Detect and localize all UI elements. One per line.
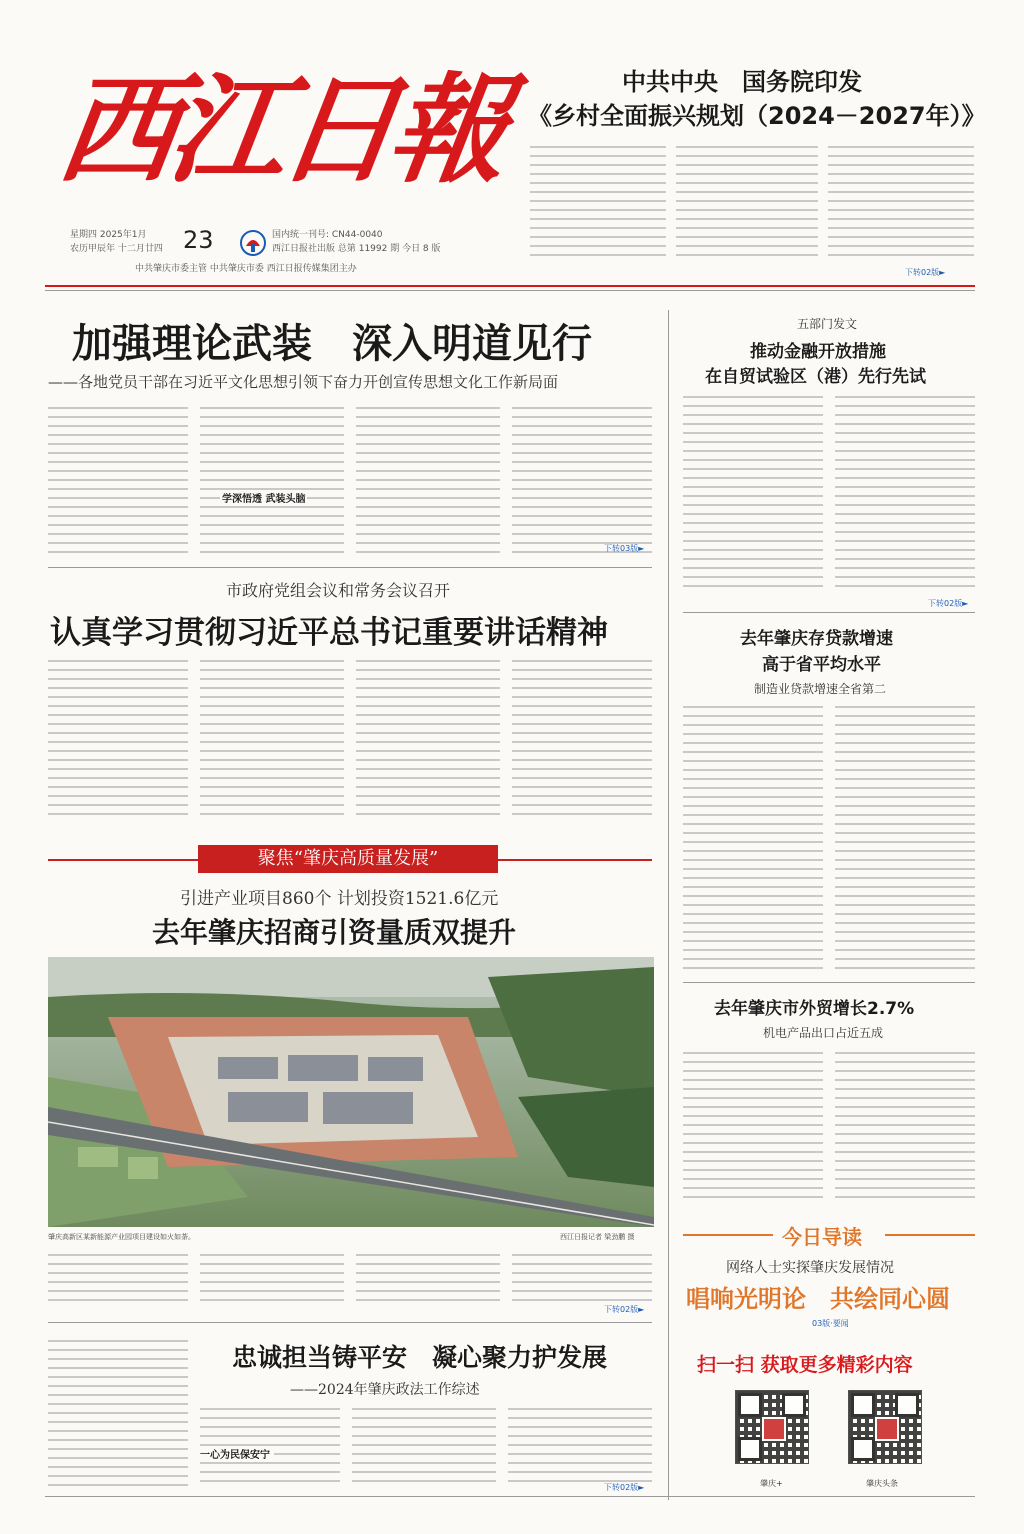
law-story-subtitle: ——2024年肇庆政法工作综述	[290, 1382, 480, 1398]
loans-title-1[interactable]: 去年肇庆存贷款增速	[740, 629, 893, 649]
finance-more-link[interactable]: 下转02版►	[928, 599, 969, 608]
qr-label-2: 肇庆头条	[866, 1479, 898, 1488]
lead-story-section-head: 学深悟透 武装头脑	[220, 490, 307, 505]
qr-code-1[interactable]	[735, 1390, 809, 1464]
lead-story-body	[48, 403, 652, 553]
law-story-title[interactable]: 忠诚担当铸平安 凝心聚力护发展	[232, 1343, 608, 1372]
top-story-more-link[interactable]: 下转02版►	[905, 268, 946, 277]
issn-line-2: 西江日报社出版 总第 11992 期 今日 8 版	[272, 244, 441, 254]
trade-subtitle: 机电产品出口占近五成	[763, 1026, 884, 1040]
law-story-section-head: 一心为民保安宁	[200, 1446, 274, 1461]
today-rule-right	[885, 1234, 975, 1236]
lead-story-subtitle: ——各地党员干部在习近平文化思想引领下奋力开创宣传思想文化工作新局面	[48, 373, 559, 391]
date-line-2: 农历甲辰年 十二月廿四	[70, 244, 163, 254]
section-banner: 聚焦“肇庆高质量发展”	[198, 845, 498, 873]
top-story-title-1[interactable]: 中共中央 国务院印发	[622, 68, 862, 96]
loans-body	[683, 702, 975, 970]
header-rule	[45, 285, 975, 287]
council-story-kicker: 市政府党组会议和常务会议召开	[226, 581, 451, 600]
today-rule-left	[683, 1234, 773, 1236]
column-divider	[668, 310, 669, 1500]
council-story-title[interactable]: 认真学习贯彻习近平总书记重要讲话精神	[50, 615, 608, 651]
top-story-body	[530, 142, 974, 260]
trade-body	[683, 1048, 975, 1198]
law-story-body	[200, 1404, 652, 1486]
investment-more-link[interactable]: 下转02版►	[604, 1305, 645, 1314]
finance-kicker: 五部门发文	[797, 317, 858, 331]
issn-line-1: 国内统一刊号: CN44-0040	[272, 230, 383, 240]
today-label: 今日导读	[782, 1225, 862, 1249]
trade-title[interactable]: 去年肇庆市外贸增长2.7%	[714, 999, 915, 1019]
today-kicker: 网络人士实探肇庆发展情况	[726, 1260, 894, 1276]
date-line-1: 星期四 2025年1月	[70, 230, 147, 240]
right-rule-2	[683, 982, 975, 983]
aerial-industrial-park-photo	[48, 957, 654, 1227]
banner-line-left	[48, 859, 198, 861]
loans-subtitle: 制造业贷款增速全省第二	[754, 682, 887, 696]
header-rule-thin	[45, 290, 975, 291]
top-story-title-2[interactable]: 《乡村全面振兴规划（2024－2027年）》	[528, 102, 986, 130]
day-number: 23	[183, 226, 214, 254]
finance-title-2[interactable]: 在自贸试验区（港）先行先试	[705, 367, 926, 387]
investment-body	[48, 1250, 652, 1308]
qr-label-1: 肇庆+	[760, 1479, 783, 1488]
loans-title-2[interactable]: 高于省平均水平	[762, 655, 881, 675]
banner-line-right	[498, 859, 652, 861]
qr-code-2[interactable]	[848, 1390, 922, 1464]
lead-story-title[interactable]: 加强理论武装 深入明道见行	[72, 321, 592, 367]
section-rule-2	[48, 1322, 652, 1323]
today-page-ref[interactable]: 03版·要闻	[812, 1319, 849, 1328]
emblem-icon	[240, 230, 266, 256]
finance-body	[683, 392, 975, 592]
lead-story-more-link[interactable]: 下转03版►	[604, 544, 645, 553]
photo-caption: 肇庆高新区某新能源产业园项目建设如火如荼。	[48, 1233, 195, 1241]
law-story-more-link[interactable]: 下转02版►	[604, 1483, 645, 1492]
sponsor-line: 中共肇庆市委主管 中共肇庆市委 西江日报传媒集团主办	[135, 264, 357, 274]
right-rule-1	[683, 612, 975, 613]
scan-prompt: 扫一扫 获取更多精彩内容	[697, 1354, 913, 1376]
section-rule	[48, 567, 652, 568]
law-story-side-body	[48, 1336, 188, 1486]
newspaper-logo: 西江日報	[50, 60, 510, 199]
finance-title-1[interactable]: 推动金融开放措施	[750, 342, 886, 362]
footer-rule	[45, 1496, 975, 1497]
investment-kicker: 引进产业项目860个 计划投资1521.6亿元	[180, 889, 499, 909]
investment-title[interactable]: 去年肇庆招商引资量质双提升	[152, 916, 517, 949]
council-story-body	[48, 656, 652, 822]
today-title[interactable]: 唱响光明论 共绘同心圆	[686, 1285, 950, 1313]
photo-credit: 西江日报记者 梁劲鹏 摄	[560, 1233, 635, 1241]
